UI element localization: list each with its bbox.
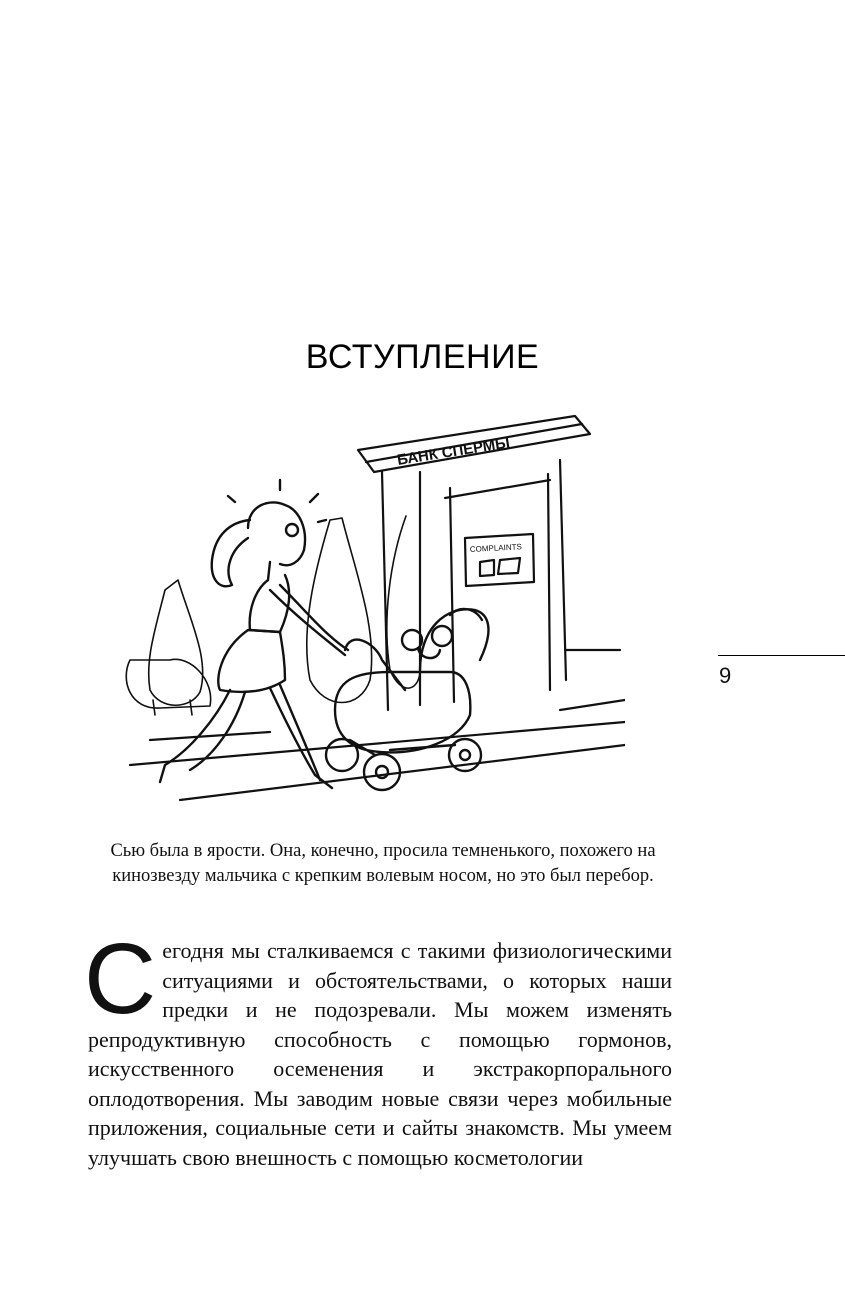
complaints-poster xyxy=(465,534,534,586)
page-rule xyxy=(718,655,845,656)
baby-stroller xyxy=(326,609,488,790)
illustration-caption: Сью была в ярости. Она, конечно, просила темненького, похожего на кинозвезду мальчика с крепким волевым носом, но это был перебор. xyxy=(110,841,656,886)
woman-figure xyxy=(160,480,348,788)
body-paragraph xyxy=(84,923,672,1172)
building xyxy=(130,460,625,800)
body-text: егодня мы сталкиваемся с такими физиологическими ситуациями и обстоятельствами, о которых наши предки и не подозревали. Мы можем изменять репродуктивную способность с помощью гормонов, искусственного осеменения и экстракорпорального оплодотворения. Мы заводим новые связи через мобильные приложения, социальные сети и сайты знакомств. Мы умеем улучшать свою внешность с помощью косметологии xyxy=(88,938,672,1170)
drop-cap: С xyxy=(84,923,157,1035)
poster-text: COMPLAINTS xyxy=(469,542,523,554)
page-number: 9 xyxy=(719,663,732,688)
sign-text: БАНК СПЕРМЫ xyxy=(395,434,512,469)
cartoon-illustration xyxy=(120,410,625,825)
chapter-title: ВСТУПЛЕНИЕ xyxy=(305,338,540,376)
